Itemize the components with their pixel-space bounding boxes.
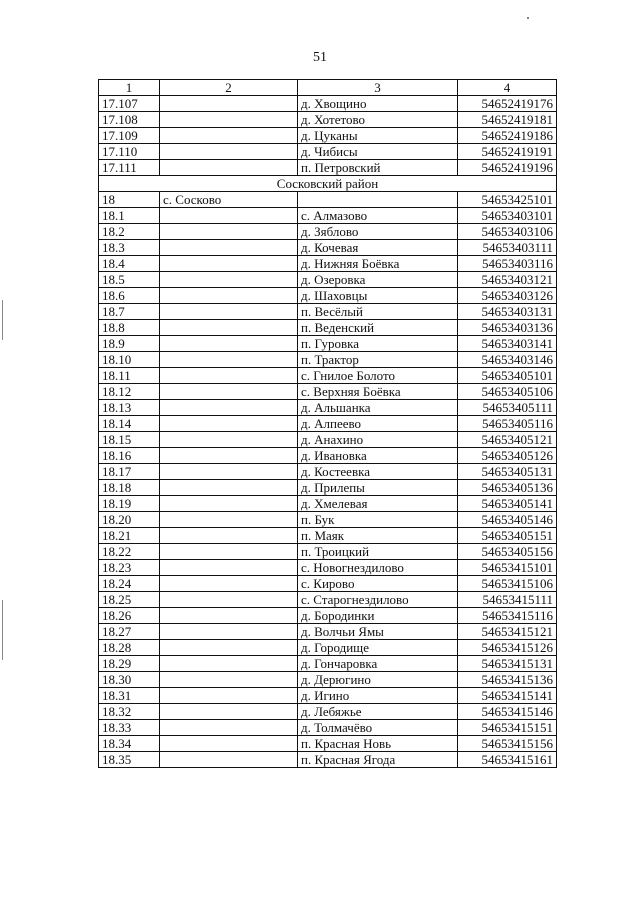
row-name-cell: д. Альшанка bbox=[298, 400, 458, 416]
row-district-cell bbox=[160, 256, 298, 272]
row-district-cell bbox=[160, 704, 298, 720]
row-name-cell: п. Красная Новь bbox=[298, 736, 458, 752]
row-name-cell: д. Шаховцы bbox=[298, 288, 458, 304]
row-id-cell: 18.25 bbox=[99, 592, 160, 608]
row-code-cell: 54653415111 bbox=[458, 592, 557, 608]
row-district-cell bbox=[160, 480, 298, 496]
row-id-cell: 17.107 bbox=[99, 96, 160, 112]
row-name-cell: с. Верхняя Боёвка bbox=[298, 384, 458, 400]
row-id-cell: 17.110 bbox=[99, 144, 160, 160]
row-district-cell bbox=[160, 304, 298, 320]
row-code-cell: 54653403116 bbox=[458, 256, 557, 272]
row-name-cell: с. Новогнездилово bbox=[298, 560, 458, 576]
row-district-cell bbox=[160, 640, 298, 656]
row-name-cell: д. Хвощино bbox=[298, 96, 458, 112]
row-name-cell: д. Цуканы bbox=[298, 128, 458, 144]
row-code-cell: 54652419181 bbox=[458, 112, 557, 128]
table-header-row bbox=[99, 80, 557, 96]
section-row bbox=[99, 176, 557, 192]
table-row bbox=[99, 432, 557, 448]
table-row bbox=[99, 144, 557, 160]
row-code-cell: 54653403121 bbox=[458, 272, 557, 288]
row-code-cell: 54652419176 bbox=[458, 96, 557, 112]
row-code-cell: 54653405151 bbox=[458, 528, 557, 544]
header-cell: 4 bbox=[458, 80, 557, 96]
row-name-cell: с. Старогнездилово bbox=[298, 592, 458, 608]
row-code-cell: 54653403136 bbox=[458, 320, 557, 336]
settlement-table bbox=[98, 79, 557, 768]
row-district-cell bbox=[160, 432, 298, 448]
row-name-cell: д. Городище bbox=[298, 640, 458, 656]
row-code-cell: 54653405101 bbox=[458, 368, 557, 384]
row-name-cell: д. Хотетово bbox=[298, 112, 458, 128]
row-id-cell: 18.32 bbox=[99, 704, 160, 720]
row-name-cell: д. Гончаровка bbox=[298, 656, 458, 672]
row-district-cell bbox=[160, 416, 298, 432]
row-id-cell: 18.4 bbox=[99, 256, 160, 272]
row-district-cell bbox=[160, 288, 298, 304]
row-district-cell bbox=[160, 208, 298, 224]
row-id-cell: 18.24 bbox=[99, 576, 160, 592]
row-district-cell bbox=[160, 320, 298, 336]
row-code-cell: 54653415116 bbox=[458, 608, 557, 624]
row-district-cell bbox=[160, 752, 298, 768]
row-name-cell: п. Петровский bbox=[298, 160, 458, 176]
row-name-cell: д. Ивановка bbox=[298, 448, 458, 464]
row-id-cell: 18.5 bbox=[99, 272, 160, 288]
row-code-cell: 54653405111 bbox=[458, 400, 557, 416]
row-code-cell: 54653415126 bbox=[458, 640, 557, 656]
row-id-cell: 18.7 bbox=[99, 304, 160, 320]
row-district-cell bbox=[160, 528, 298, 544]
row-id-cell: 18.33 bbox=[99, 720, 160, 736]
row-id-cell: 18.35 bbox=[99, 752, 160, 768]
table-row bbox=[99, 608, 557, 624]
row-code-cell: 54653405131 bbox=[458, 464, 557, 480]
row-id-cell: 18.21 bbox=[99, 528, 160, 544]
table-row bbox=[99, 384, 557, 400]
row-name-cell: п. Гуровка bbox=[298, 336, 458, 352]
row-id-cell: 17.108 bbox=[99, 112, 160, 128]
table-row bbox=[99, 368, 557, 384]
table-row bbox=[99, 496, 557, 512]
row-id-cell: 18.1 bbox=[99, 208, 160, 224]
row-district-cell bbox=[160, 384, 298, 400]
row-code-cell: 54653415136 bbox=[458, 672, 557, 688]
row-id-cell: 18 bbox=[99, 192, 160, 208]
row-id-cell: 18.11 bbox=[99, 368, 160, 384]
header-cell: 2 bbox=[160, 80, 298, 96]
row-name-cell: д. Игино bbox=[298, 688, 458, 704]
row-code-cell: 54653403146 bbox=[458, 352, 557, 368]
row-name-cell: п. Красная Ягода bbox=[298, 752, 458, 768]
row-name-cell: д. Хмелевая bbox=[298, 496, 458, 512]
table-row bbox=[99, 544, 557, 560]
row-district-cell bbox=[160, 368, 298, 384]
row-name-cell: с. Гнилое Болото bbox=[298, 368, 458, 384]
row-district-cell bbox=[160, 560, 298, 576]
row-code-cell: 54653415131 bbox=[458, 656, 557, 672]
row-code-cell: 54653403131 bbox=[458, 304, 557, 320]
row-district-cell bbox=[160, 736, 298, 752]
row-name-cell: д. Лебяжье bbox=[298, 704, 458, 720]
row-district-cell bbox=[160, 336, 298, 352]
row-district-cell bbox=[160, 352, 298, 368]
row-code-cell: 54653405116 bbox=[458, 416, 557, 432]
row-district-cell bbox=[160, 496, 298, 512]
row-district-cell bbox=[160, 224, 298, 240]
table-row bbox=[99, 720, 557, 736]
row-code-cell: 54653425101 bbox=[458, 192, 557, 208]
scan-edge-mark bbox=[2, 600, 3, 660]
table-row bbox=[99, 272, 557, 288]
row-id-cell: 18.19 bbox=[99, 496, 160, 512]
row-id-cell: 18.9 bbox=[99, 336, 160, 352]
row-district-cell bbox=[160, 544, 298, 560]
table-row bbox=[99, 288, 557, 304]
row-district-cell bbox=[160, 160, 298, 176]
row-id-cell: 17.109 bbox=[99, 128, 160, 144]
table-row bbox=[99, 512, 557, 528]
row-id-cell: 18.14 bbox=[99, 416, 160, 432]
table-row bbox=[99, 736, 557, 752]
row-district-cell bbox=[160, 720, 298, 736]
table-row bbox=[99, 192, 557, 208]
row-district-cell bbox=[160, 448, 298, 464]
row-code-cell: 54653415146 bbox=[458, 704, 557, 720]
row-code-cell: 54653403141 bbox=[458, 336, 557, 352]
table-row bbox=[99, 304, 557, 320]
table-row bbox=[99, 208, 557, 224]
header-cell: 1 bbox=[99, 80, 160, 96]
row-code-cell: 54652419186 bbox=[458, 128, 557, 144]
row-id-cell: 18.16 bbox=[99, 448, 160, 464]
row-id-cell: 18.27 bbox=[99, 624, 160, 640]
row-id-cell: 18.13 bbox=[99, 400, 160, 416]
row-name-cell: п. Маяк bbox=[298, 528, 458, 544]
row-code-cell: 54652419196 bbox=[458, 160, 557, 176]
row-name-cell bbox=[298, 192, 458, 208]
row-id-cell: 18.31 bbox=[99, 688, 160, 704]
row-code-cell: 54653415156 bbox=[458, 736, 557, 752]
table-row bbox=[99, 624, 557, 640]
table-row bbox=[99, 752, 557, 768]
row-name-cell: д. Дерюгино bbox=[298, 672, 458, 688]
row-id-cell: 18.20 bbox=[99, 512, 160, 528]
row-name-cell: с. Алмазово bbox=[298, 208, 458, 224]
row-code-cell: 54653403101 bbox=[458, 208, 557, 224]
row-name-cell: д. Бородинки bbox=[298, 608, 458, 624]
row-id-cell: 18.28 bbox=[99, 640, 160, 656]
table-row bbox=[99, 640, 557, 656]
table-row bbox=[99, 240, 557, 256]
table-row bbox=[99, 128, 557, 144]
row-code-cell: 54653415106 bbox=[458, 576, 557, 592]
header-cell: 3 bbox=[298, 80, 458, 96]
row-district-cell bbox=[160, 128, 298, 144]
section-title: Сосковский район bbox=[99, 176, 557, 192]
row-id-cell: 18.26 bbox=[99, 608, 160, 624]
row-code-cell: 54653403126 bbox=[458, 288, 557, 304]
row-name-cell: д. Костеевка bbox=[298, 464, 458, 480]
row-code-cell: 54653405141 bbox=[458, 496, 557, 512]
row-code-cell: 54653415161 bbox=[458, 752, 557, 768]
row-district-cell bbox=[160, 512, 298, 528]
row-district-cell bbox=[160, 688, 298, 704]
scan-speck bbox=[527, 17, 529, 19]
row-id-cell: 18.17 bbox=[99, 464, 160, 480]
row-district-cell bbox=[160, 400, 298, 416]
row-district-cell bbox=[160, 464, 298, 480]
row-id-cell: 18.30 bbox=[99, 672, 160, 688]
table-row bbox=[99, 528, 557, 544]
row-code-cell: 54653415101 bbox=[458, 560, 557, 576]
row-district-cell bbox=[160, 272, 298, 288]
row-code-cell: 54653403111 bbox=[458, 240, 557, 256]
table-row bbox=[99, 704, 557, 720]
row-name-cell: с. Кирово bbox=[298, 576, 458, 592]
table-row bbox=[99, 688, 557, 704]
row-district-cell bbox=[160, 96, 298, 112]
row-name-cell: п. Троицкий bbox=[298, 544, 458, 560]
row-district-cell bbox=[160, 624, 298, 640]
row-id-cell: 18.29 bbox=[99, 656, 160, 672]
row-name-cell: д. Анахино bbox=[298, 432, 458, 448]
row-district-cell bbox=[160, 112, 298, 128]
row-district-cell bbox=[160, 240, 298, 256]
table-row bbox=[99, 576, 557, 592]
table-row bbox=[99, 448, 557, 464]
table-row bbox=[99, 336, 557, 352]
row-name-cell: д. Толмачёво bbox=[298, 720, 458, 736]
row-code-cell: 54653405146 bbox=[458, 512, 557, 528]
row-code-cell: 54653415141 bbox=[458, 688, 557, 704]
row-code-cell: 54653405156 bbox=[458, 544, 557, 560]
row-name-cell: д. Чибисы bbox=[298, 144, 458, 160]
page-number: 51 bbox=[313, 50, 327, 65]
table-row bbox=[99, 96, 557, 112]
table-row bbox=[99, 224, 557, 240]
row-code-cell: 54653415121 bbox=[458, 624, 557, 640]
table-row bbox=[99, 400, 557, 416]
row-id-cell: 18.12 bbox=[99, 384, 160, 400]
row-district-cell bbox=[160, 656, 298, 672]
table-row bbox=[99, 160, 557, 176]
row-id-cell: 18.8 bbox=[99, 320, 160, 336]
row-district-cell bbox=[160, 672, 298, 688]
row-name-cell: д. Зяблово bbox=[298, 224, 458, 240]
row-name-cell: п. Веденский bbox=[298, 320, 458, 336]
row-name-cell: д. Волчьи Ямы bbox=[298, 624, 458, 640]
row-id-cell: 18.34 bbox=[99, 736, 160, 752]
row-id-cell: 17.111 bbox=[99, 160, 160, 176]
table-row bbox=[99, 320, 557, 336]
row-code-cell: 54653403106 bbox=[458, 224, 557, 240]
row-name-cell: д. Прилепы bbox=[298, 480, 458, 496]
row-code-cell: 54653405121 bbox=[458, 432, 557, 448]
row-id-cell: 18.10 bbox=[99, 352, 160, 368]
row-id-cell: 18.23 bbox=[99, 560, 160, 576]
table-row bbox=[99, 656, 557, 672]
row-district-cell bbox=[160, 144, 298, 160]
row-code-cell: 54652419191 bbox=[458, 144, 557, 160]
row-code-cell: 54653405106 bbox=[458, 384, 557, 400]
table-row bbox=[99, 672, 557, 688]
row-id-cell: 18.15 bbox=[99, 432, 160, 448]
row-id-cell: 18.2 bbox=[99, 224, 160, 240]
table-row bbox=[99, 256, 557, 272]
row-id-cell: 18.18 bbox=[99, 480, 160, 496]
row-name-cell: д. Нижняя Боёвка bbox=[298, 256, 458, 272]
row-name-cell: д. Озеровка bbox=[298, 272, 458, 288]
row-id-cell: 18.6 bbox=[99, 288, 160, 304]
row-name-cell: д. Алпеево bbox=[298, 416, 458, 432]
row-district-cell bbox=[160, 576, 298, 592]
table-row bbox=[99, 592, 557, 608]
row-id-cell: 18.22 bbox=[99, 544, 160, 560]
row-district-cell: с. Сосково bbox=[160, 192, 298, 208]
table-row bbox=[99, 560, 557, 576]
scan-edge-mark bbox=[2, 300, 3, 340]
row-code-cell: 54653405126 bbox=[458, 448, 557, 464]
table-row bbox=[99, 112, 557, 128]
row-id-cell: 18.3 bbox=[99, 240, 160, 256]
table-row bbox=[99, 480, 557, 496]
row-district-cell bbox=[160, 592, 298, 608]
row-code-cell: 54653405136 bbox=[458, 480, 557, 496]
table-row bbox=[99, 416, 557, 432]
row-name-cell: п. Бук bbox=[298, 512, 458, 528]
row-name-cell: п. Трактор bbox=[298, 352, 458, 368]
row-code-cell: 54653415151 bbox=[458, 720, 557, 736]
table-row bbox=[99, 464, 557, 480]
table-row bbox=[99, 352, 557, 368]
row-name-cell: д. Кочевая bbox=[298, 240, 458, 256]
row-district-cell bbox=[160, 608, 298, 624]
row-name-cell: п. Весёлый bbox=[298, 304, 458, 320]
